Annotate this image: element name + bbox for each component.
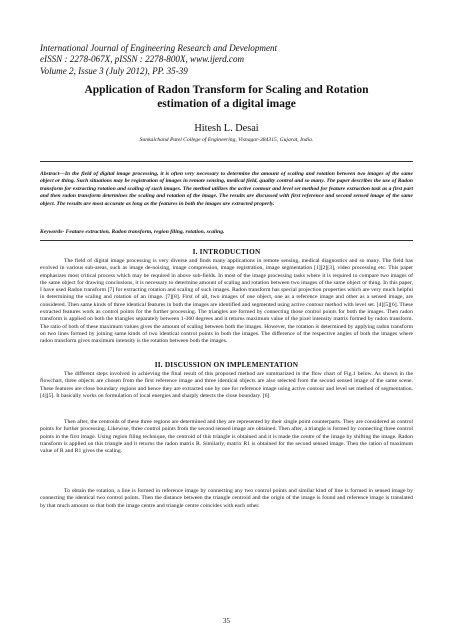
paragraph-discussion-2: Then after, the centroids of these three regions are determined and they are represented by their single point counterparts. They are considered as control points for further processing. Likewise, three control points from the second sensed image are obtained. Then after, a triangle is formed by connecting three control points in the first image. Using region filing technique, the centroid of this triangle is obtained and it is made the centre of the image by shifting the image. Radon transform is applied on this triangle and it returns the radon matrix R. Similarly, matrix R1 is obtained for the second sensed image. Then the ration of maximum value of R and R1 gives the scaling.: [40, 419, 413, 455]
journal-name: International Journal of Engineering Research and Development: [40, 43, 278, 53]
abstract: Abstract—In the field of digital image processing, it is often very necessary to determine the amount of scaling and rotation between two images of the same object or thing. Such situations may be registration of images in remote sensing, medical field, quality control and so many. The paper describes the use of Radon transform for extracting rotation and scaling of such images. The method utilizes the active contour and level set method for feature extraction task as a first part and then radon transform determines the scaling and rotation of the image. The results are discussed with first reference and second sensed image of the same object. The results are most accurate as long as the features in both the images are extracted properly.: [40, 171, 413, 207]
page-number: 35: [223, 617, 230, 625]
journal-header: [40, 43, 420, 77]
author-name: Hitesh L. Desai: [194, 123, 259, 134]
section-heading-discussion: II. DISCUSSION ON IMPLEMENTATION: [154, 360, 299, 369]
keywords: Keywords- Feature extraction, Radon transform, region filing, rotation, scaling.: [40, 229, 225, 235]
paragraph-discussion-3: To obtain the rotation, a line is formed in reference image by connecting any two control points and similar kind of line is formed in sensed image by connecting the identical two control points. Then the distance between the triangle centroid and the origin of the image is found and reference image is translated by that much amount so that both the image centre and triangle centre coincides with each other.: [40, 488, 413, 509]
section-heading-introduction: I. INTRODUCTION: [192, 247, 261, 256]
paper-title-line-1: Application of Radon Transform for Scaling and Rotation: [84, 84, 369, 96]
paper-title-line-2: estimation of a digital image: [157, 98, 296, 110]
author-affiliation: Sankalchand Patel College of Engineering, Visnagar-384315, Gujarat, India.: [139, 137, 314, 143]
abstract-bottom-rule: [40, 240, 413, 241]
journal-issn: eISSN : 2278-067X, pISSN : 2278-800X, www.ijerd.com: [40, 54, 245, 65]
journal-volume: Volume 2, Issue 3 (July 2012), PP. 35-39: [40, 65, 188, 76]
paragraph-introduction: The field of digital image processing is very diverse and finds many applications in remote sensing, medical diagnostics and so many. The field has evolved in various sub-areas, such as image de-noising, image compression, image registration, image segmentation [1][2][3], video processing etc. This paper emphasizes most critical process which may be required in above sub-fields. In most of the image processing tasks where it is required to compare two images of the same object for drawing conclusions, it is necessary to determine amount of scaling and rotation between two images of the same object or thing. In this paper, I have used Radon transform [7] for extracting rotation and scaling of such images. Radon transform has special projection properties which are very much helpful in determining the scaling and rotation of an image. [7][8]. First of all, two images of one object, one as a reference image and other as a sensed image, are considered. Then same kinds of three identical features in both the images are identified and segmented using active contour method with level set. [4][5][6]. These extracted features work as control points for the further processing. The triangles are formed by connecting those control points for both the images. Then radon transform is applied on both the triangles separately between 1-360 degrees and it returns maximum value of the pixel intensity matrix formed by radon transform. The ratio of both of these maximum values gives the amount of scaling between both the images. However, the rotation is determined by applying radon transform on two lines formed by joining same kinds of two identical control points in both the images. The difference of the respective angles of both the images where radon transform gives maximum intensity is the rotation between both the images.: [40, 258, 413, 345]
paper-title: [40, 83, 413, 111]
paragraph-discussion-1: The different steps involved in achieving the final result of this proposed method are summarized in the flow chart of Fig.1 below. As shown in the flowchart, three objects are chosen from the first reference image and three identical objects are also selected from the second sensed image of the same scene. These features are close boundary regions and hence they are extracted one by one for reference image using active contour and level set method of segmentation.[4][5]. It basically works on formulation of local energies and sharply detects the close boundary. [6].: [40, 371, 413, 399]
abstract-top-rule: [40, 161, 413, 162]
